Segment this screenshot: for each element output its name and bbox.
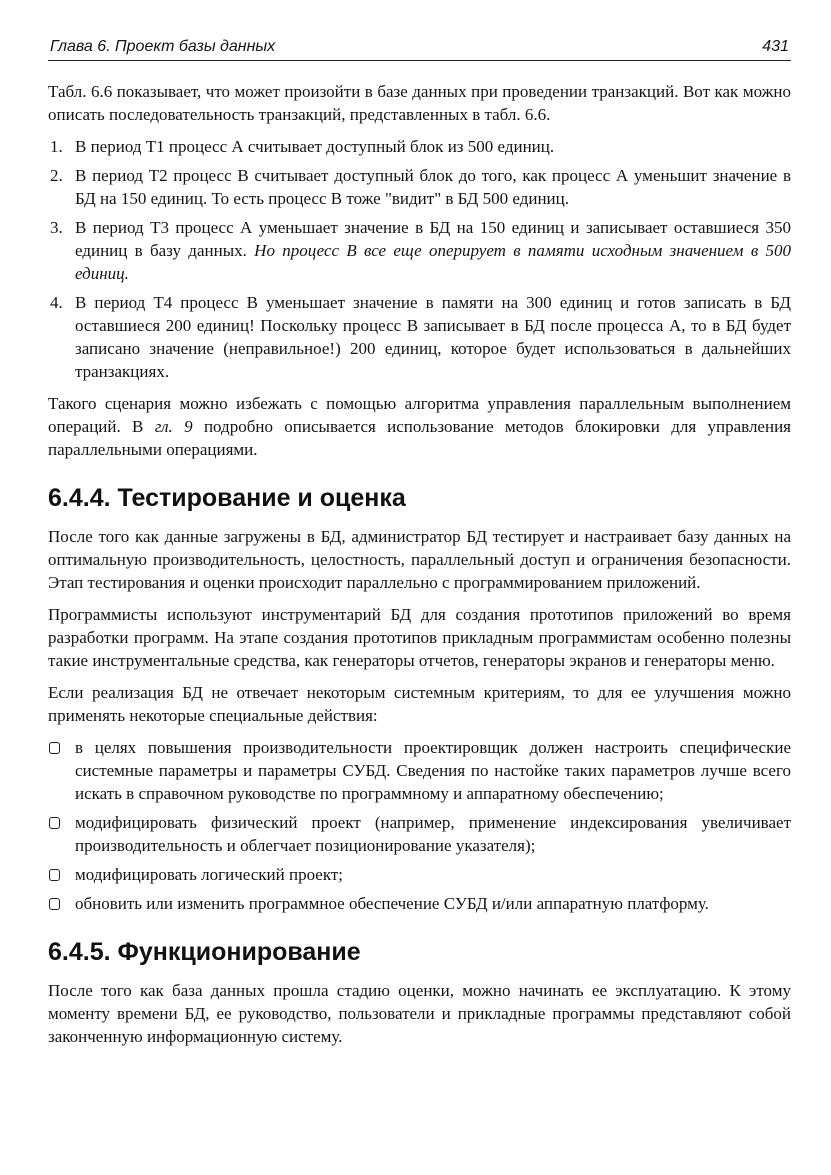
step-text: В период Т2 процесс В считывает доступный блок до того, как процесс А уменьшит значение в БД на 150 единиц. То есть процесс В тоже "видит" в БД 500 единиц. bbox=[75, 166, 791, 208]
list-item bbox=[48, 736, 791, 805]
running-header bbox=[48, 34, 791, 61]
chapter-reference: гл. 9 bbox=[154, 417, 193, 436]
scenario-text-before: Такого сценария можно избежать с помощью алгоритма управления параллельным выполнением операций. В bbox=[48, 394, 791, 436]
bullet-text: модифицировать физический проект (например, применение индексирования увеличивает производительность и облегчает позиционирование указателя); bbox=[75, 813, 791, 855]
bullet-text: обновить или изменить программное обеспечение СУБД и/или аппаратную платформу. bbox=[75, 894, 709, 913]
transaction-steps-list bbox=[48, 135, 791, 383]
list-item bbox=[48, 892, 791, 915]
list-marker: 3. bbox=[50, 218, 63, 237]
checkbox-bullet-icon bbox=[49, 817, 60, 829]
scenario-paragraph bbox=[48, 392, 791, 461]
list-marker: 4. bbox=[50, 293, 63, 312]
page-body bbox=[48, 80, 791, 1057]
testing-paragraph-3: Если реализация БД не отвечает некоторым системным критериям, то для ее улучшения можно применять некоторые специальные действия: bbox=[48, 683, 791, 725]
step-text: В период Т4 процесс В уменьшает значение в памяти на 300 единиц и готов записать в БД оставшиеся 200 единиц! Поскольку процесс В записывает в БД после процесса А, то в БД будет записано значение (неправильное!) 200 единиц, которое будет использоваться в дальнейших транзакциях. bbox=[75, 293, 791, 381]
page-number: 431 bbox=[762, 38, 789, 55]
checkbox-bullet-icon bbox=[49, 869, 60, 881]
list-marker: 1. bbox=[50, 137, 63, 156]
list-item bbox=[48, 811, 791, 857]
chapter-title: Глава 6. Проект базы данных bbox=[50, 38, 276, 55]
step-text: В период Т1 процесс А считывает доступный блок из 500 единиц. bbox=[75, 137, 555, 156]
bullet-text: в целях повышения производительности проектировщик должен настроить специфические системные параметры и параметры СУБД. Сведения по настойке таких параметров лучше всего искать в справочном руководстве по программному и аппаратному обеспечению; bbox=[75, 738, 791, 803]
section-heading-operation: 6.4.5. Функционирование bbox=[48, 938, 361, 966]
bullet-text: модифицировать логический проект; bbox=[75, 865, 344, 884]
list-item bbox=[48, 216, 791, 285]
checkbox-bullet-icon bbox=[49, 742, 60, 754]
operation-paragraph: После того как база данных прошла стадию оценки, можно начинать ее эксплуатацию. К этому моменту времени БД, ее руководство, пользователи и прикладные программы представляют собой законченную информационную систему. bbox=[48, 981, 791, 1046]
improvement-actions-list bbox=[48, 736, 791, 915]
checkbox-bullet-icon bbox=[49, 898, 60, 910]
testing-paragraph-2: Программисты используют инструментарий БД для создания прототипов приложений во время разработки программ. На этапе создания прототипов прикладным программистам особенно полезны такие инструментальные средства, как генераторы отчетов, генераторы экранов и генераторы меню. bbox=[48, 605, 791, 670]
list-marker: 2. bbox=[50, 166, 63, 185]
list-item bbox=[48, 291, 791, 383]
scenario-text-after: подробно описывается использование методов блокировки для управления параллельными операциями. bbox=[48, 417, 791, 459]
step-emphasis: Но процесс В все еще оперирует в памяти исходным значением в 500 единиц. bbox=[75, 241, 791, 283]
step-text: В период Т3 процесс А уменьшает значение в БД на 150 единиц и записывает оставшиеся 350 единиц в базу данных. bbox=[75, 218, 791, 260]
list-item bbox=[48, 164, 791, 210]
intro-paragraph: Табл. 6.6 показывает, что может произойти в базе данных при проведении транзакций. Вот как можно описать последовательность транзакций, представленных в табл. 6.6. bbox=[48, 82, 791, 124]
testing-paragraph-1: После того как данные загружены в БД, администратор БД тестирует и настраивает базу данных на оптимальную производительность, целостность, параллельный доступ и ограничения безопасности. Этап тестирования и оценки происходит параллельно с программированием приложений. bbox=[48, 527, 791, 592]
list-item bbox=[48, 863, 791, 886]
list-item bbox=[48, 135, 791, 158]
section-heading-testing: 6.4.4. Тестирование и оценка bbox=[48, 484, 406, 512]
